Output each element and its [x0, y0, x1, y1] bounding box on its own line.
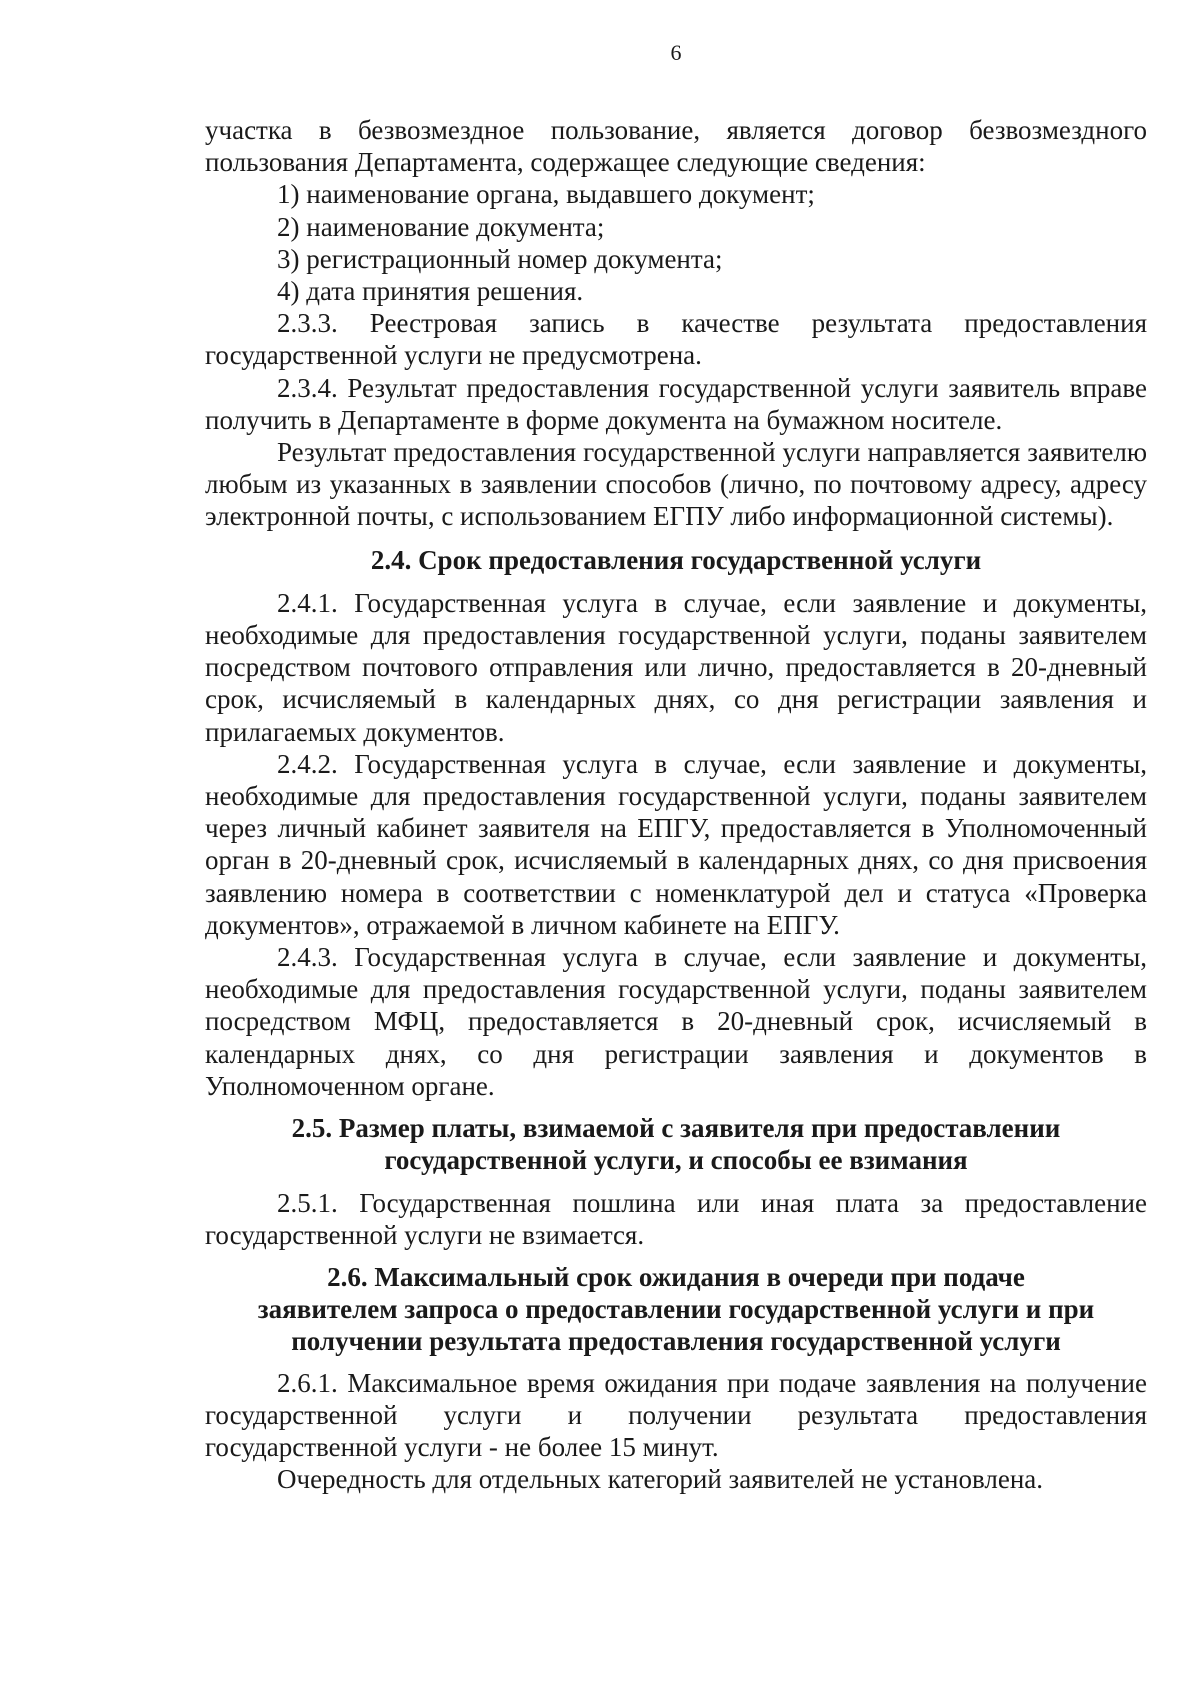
section-heading-2-6-line-3: получении результата предоставления государственной услуги	[291, 1326, 1061, 1357]
clause-2-3-3: 2.3.3. Реестровая запись в качестве результата предоставления государственной услуги не предусмотрена.	[205, 308, 1147, 371]
paragraph-queue-order: Очередность для отдельных категорий заявителей не установлена.	[277, 1464, 1044, 1495]
clause-2-4-3: 2.4.3. Государственная услуга в случае, если заявление и документы, необходимые для предоставления государственной услуги, поданы заявителем посредством МФЦ, предоставляется в 20-дневный срок, исчисляемый в календарных днях, со дня регистрации заявления и документов в Уполномоченном органе.	[205, 942, 1147, 1101]
clause-2-4-1: 2.4.1. Государственная услуга в случае, если заявление и документы, необходимые для предоставления государственной услуги, поданы заявителем посредством почтового отправления или лично, предоставляется в 20-дневный срок, исчисляемый в календарных днях, со дня регистрации заявления и прилагаемых документов.	[205, 587, 1147, 747]
section-heading-2-5-line-2: государственной услуги, и способы ее взимания	[384, 1145, 968, 1176]
paragraph-result-delivery: Результат предоставления государственной услуги направляется заявителю любым из указанных в заявлении способов (лично, по почтовому адресу, адресу электронной почты, с использованием ЕГПУ либо информационной системы).	[205, 437, 1147, 532]
section-heading-2-6-line-1: 2.6. Максимальный срок ожидания в очереди при подаче	[327, 1261, 1025, 1292]
paragraph-continuation: участка в безвозмездное пользование, является договор безвозмездного пользования Департамента, содержащее следующие сведения:	[205, 115, 1147, 178]
section-heading-2-6-line-2: заявителем запроса о предоставлении государственной услуги и при	[257, 1294, 1095, 1325]
clause-2-3-4: 2.3.4. Результат предоставления государственной услуги заявитель вправе получить в Департаменте в форме документа на бумажном носителе.	[205, 372, 1147, 435]
document-page	[205, 38, 1147, 1495]
list-item-2: 2) наименование документа;	[277, 211, 605, 242]
list-item-3: 3) регистрационный номер документа;	[277, 243, 723, 274]
section-heading-2-4: 2.4. Срок предоставления государственной услуги	[370, 544, 982, 575]
list-item-1: 1) наименование органа, выдавшего документ;	[277, 179, 815, 210]
page-number: 6	[670, 40, 682, 65]
clause-2-4-2: 2.4.2. Государственная услуга в случае, если заявление и документы, необходимые для предоставления государственной услуги, поданы заявителем через личный кабинет заявителя на ЕПГУ, предоставляется в Уполномоченный орган в 20-дневный срок, исчисляемый в календарных днях, со дня присвоения заявлению номера в соответствии с номенклатурой дел и статуса «Проверка документов», отражаемой в личном кабинете на ЕПГУ.	[205, 748, 1147, 940]
section-heading-2-6	[205, 1261, 1147, 1358]
section-heading-2-5-line-1: 2.5. Размер платы, взимаемой с заявителя при предоставлении	[291, 1113, 1061, 1144]
list-item-4: 4) дата принятия решения.	[277, 276, 584, 307]
clause-2-6-1: 2.6.1. Максимальное время ожидания при подаче заявления на получение государственной услуги и получении результата предоставления государственной услуги - не более 15 минут.	[205, 1367, 1147, 1462]
section-heading-2-5	[205, 1112, 1147, 1176]
clause-2-5-1: 2.5.1. Государственная пошлина или иная плата за предоставление государственной услуги не взимается.	[205, 1187, 1147, 1250]
